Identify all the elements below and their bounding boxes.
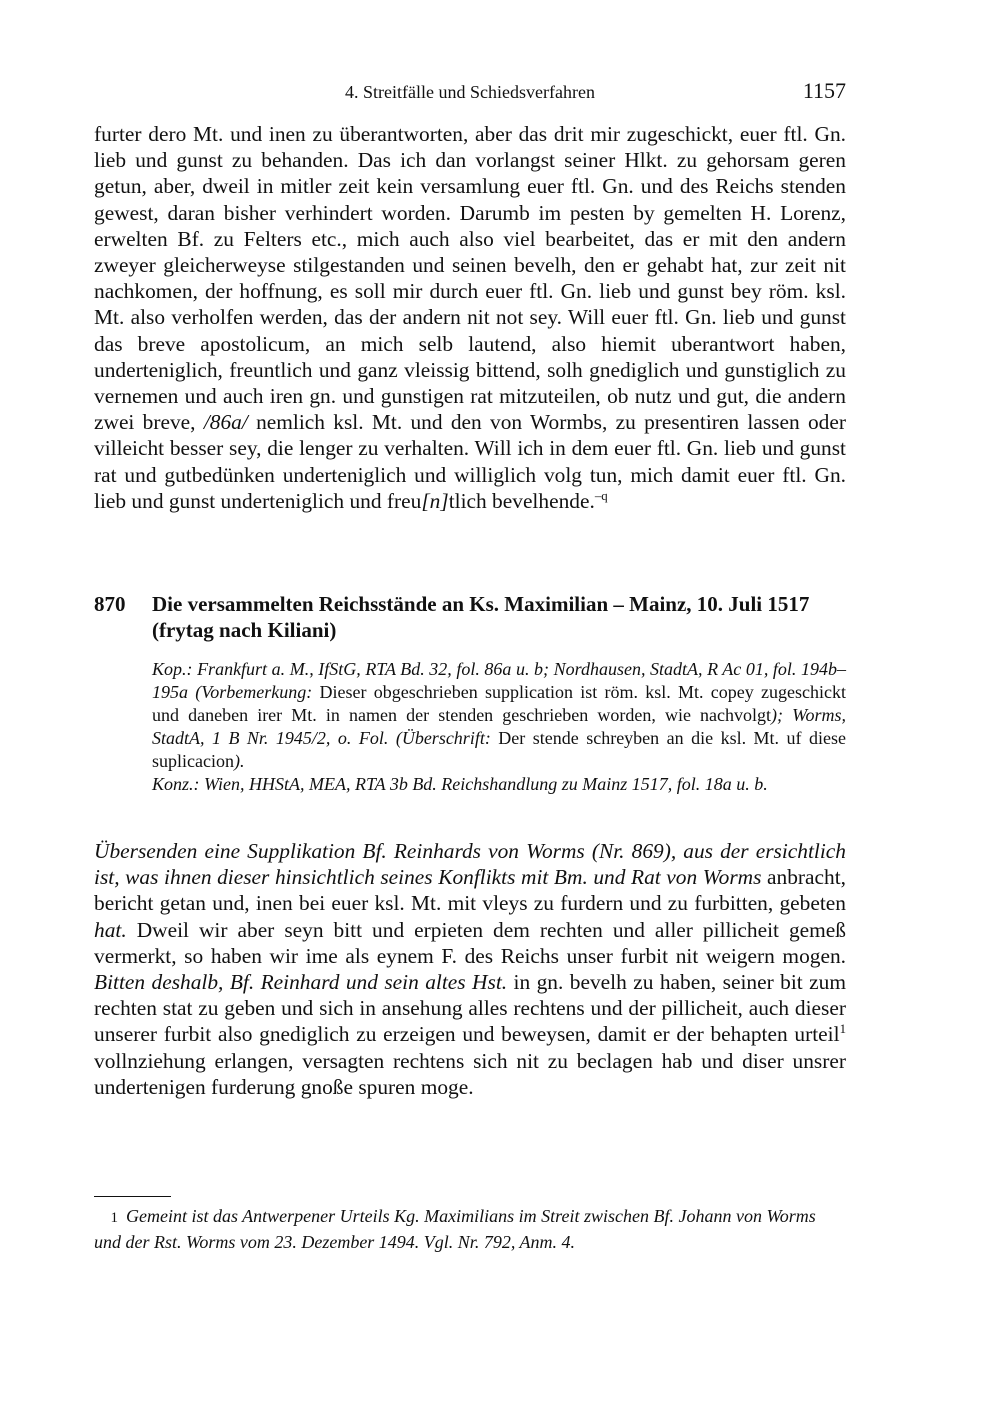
- kop-part-3: ); Worms, StadtA, 1 B Nr. 1945/2, o. Fol. (Überschrift:: [152, 705, 846, 748]
- source-apparatus: [152, 658, 846, 796]
- footnote: [94, 1204, 846, 1254]
- emendation: [n]: [421, 488, 449, 513]
- opening-paragraph: [94, 121, 846, 514]
- kop-part-2: Dieser obgeschrieben supplication ist röm. ksl. Mt. copey zugeschickt und daneben irer Mt. in namen der stenden geschrieben worden, wie nachvolgt: [152, 682, 846, 725]
- kop-part-1: Kop.: Frankfurt a. M., IfStG, RTA Bd. 32, fol. 86a u. b; Nordhausen, StadtA, R Ac 01, fol. 194b–195a (Vorbemerkung:: [152, 659, 846, 702]
- summary-paragraph: [94, 838, 846, 1100]
- copy-sources: [152, 658, 846, 773]
- footnote-number: 1: [110, 1210, 118, 1226]
- draft-source: Konz.: Wien, HHStA, MEA, RTA 3b Bd. Reichshandlung zu Mainz 1517, fol. 18a u. b.: [152, 774, 768, 794]
- summary-text-1: anbracht, bericht getan und, inen bei euer ksl. Mt. mit vleys zu furdern und zu furbitten, gebeten: [94, 865, 846, 916]
- summary-text-2: Dweil wir aber seyn bitt und erpieten dem rechten und aller pillicheit gemeß vermerkt, so haben wir ime als eynem F. des Reichs unser furbit nit weigern mogen.: [94, 917, 846, 968]
- document-heading: [94, 591, 846, 643]
- variant-close-mark: –q: [594, 488, 608, 503]
- running-title: 4. Streitfälle und Schiedsverfahren: [345, 82, 595, 102]
- page-header: [94, 78, 846, 108]
- document-number: 870: [94, 592, 126, 616]
- page-number: 1157: [802, 78, 846, 103]
- opening-text-1: furter dero Mt. und inen zu überantworten, aber das drit mir zugeschickt, euer ftl. Gn. lieb und gunst zu behanden. Das ich dan vorlangst seiner Hlkt. zu gehorsam geren getun, aber, dweil in mitler zeit kein versamlung euer ftl. Gn. und des Reichs stenden gewest, daran bisher verhindert worden. Darumb im pesten by gemelten H. Lorenz, erwelten Bf. zu Felters etc., mich auch also viel bearbeitet, das er mit den andern zweyer gleicherweyse stilgestanden und seinen bevelh, den er gehabt hat, zur zeit nit nachkomen, der hoffnung, es soll mir durch euer ftl. Gn. lieb und gunst bey röm. ksl. Mt. also verholfen werden, das der andern nit not sey. Will euer ftl. Gn. lieb und gunst das breve apostolicum, an mich selb lautend, also hiemit uberantwort haben, underteniglich, freuntlich und ganz vleissig bittend, solh gnediglich und gunstiglich zu vernemen und auch iren gn. und gunstigen rat mitzuteilen, ob nutz und gut, die andern zwei breve,: [94, 122, 846, 435]
- summary-text-3: in gn. bevelh zu haben, seiner bit zum rechten stat zu geben und sich in ansehung alles rechtens und der pillicheit, auch dieser unserer furbit also gnediglich zu erzeigen und beweysen, damit er der behapten urteil: [94, 970, 846, 1047]
- summary-italic-3: Bitten deshalb, Bf. Reinhard und sein altes Hst.: [94, 970, 508, 995]
- kop-part-5: ).: [233, 751, 245, 771]
- opening-text-2: nemlich ksl. Mt. und den von Wormbs, zu presentiren lassen oder villeicht besser sey, die lenger zu verhalten. Will ich in dem euer ftl. Gn. lieb und gunst rat und gutbedünken underteniglich und williglich volg tun, mich damit euer ftl. Gn. lieb und gunst underteniglich und freu: [94, 410, 846, 513]
- document-title: Die versammelten Reichsstände an Ks. Maximilian – Mainz, 10. Juli 1517 (frytag nach Kiliani): [152, 592, 810, 642]
- summary-text-4: vollnziehung erlangen, versagten rechtens sich nit zu beclagen hab und diser unsrer undertenigen furderung gnoße spuren moge.: [94, 1048, 846, 1099]
- folio-mark: /86a/: [203, 410, 248, 435]
- summary-italic-1: Übersenden eine Supplikation Bf. Reinhards von Worms (Nr. 869), aus der ersichtlich ist, was ihnen dieser hinsichtlich seines Konflikts mit Bm. und Rat von Worms: [94, 839, 846, 890]
- footnote-text: Gemeint ist das Antwerpener Urteils Kg. Maximilians im Streit zwischen Bf. Johann von Worms und der Rst. Worms vom 23. Dezember 1494. Vgl. Nr. 792, Anm. 4.: [94, 1206, 816, 1252]
- opening-text-3: tlich bevelhende.: [448, 488, 595, 513]
- kop-part-4: Der stende schreyben an die ksl. Mt. uf diese suplicacion: [152, 728, 846, 771]
- footnote-reference[interactable]: 1: [839, 1022, 846, 1037]
- footnote-separator: [94, 1196, 171, 1197]
- summary-italic-2: hat.: [94, 917, 127, 942]
